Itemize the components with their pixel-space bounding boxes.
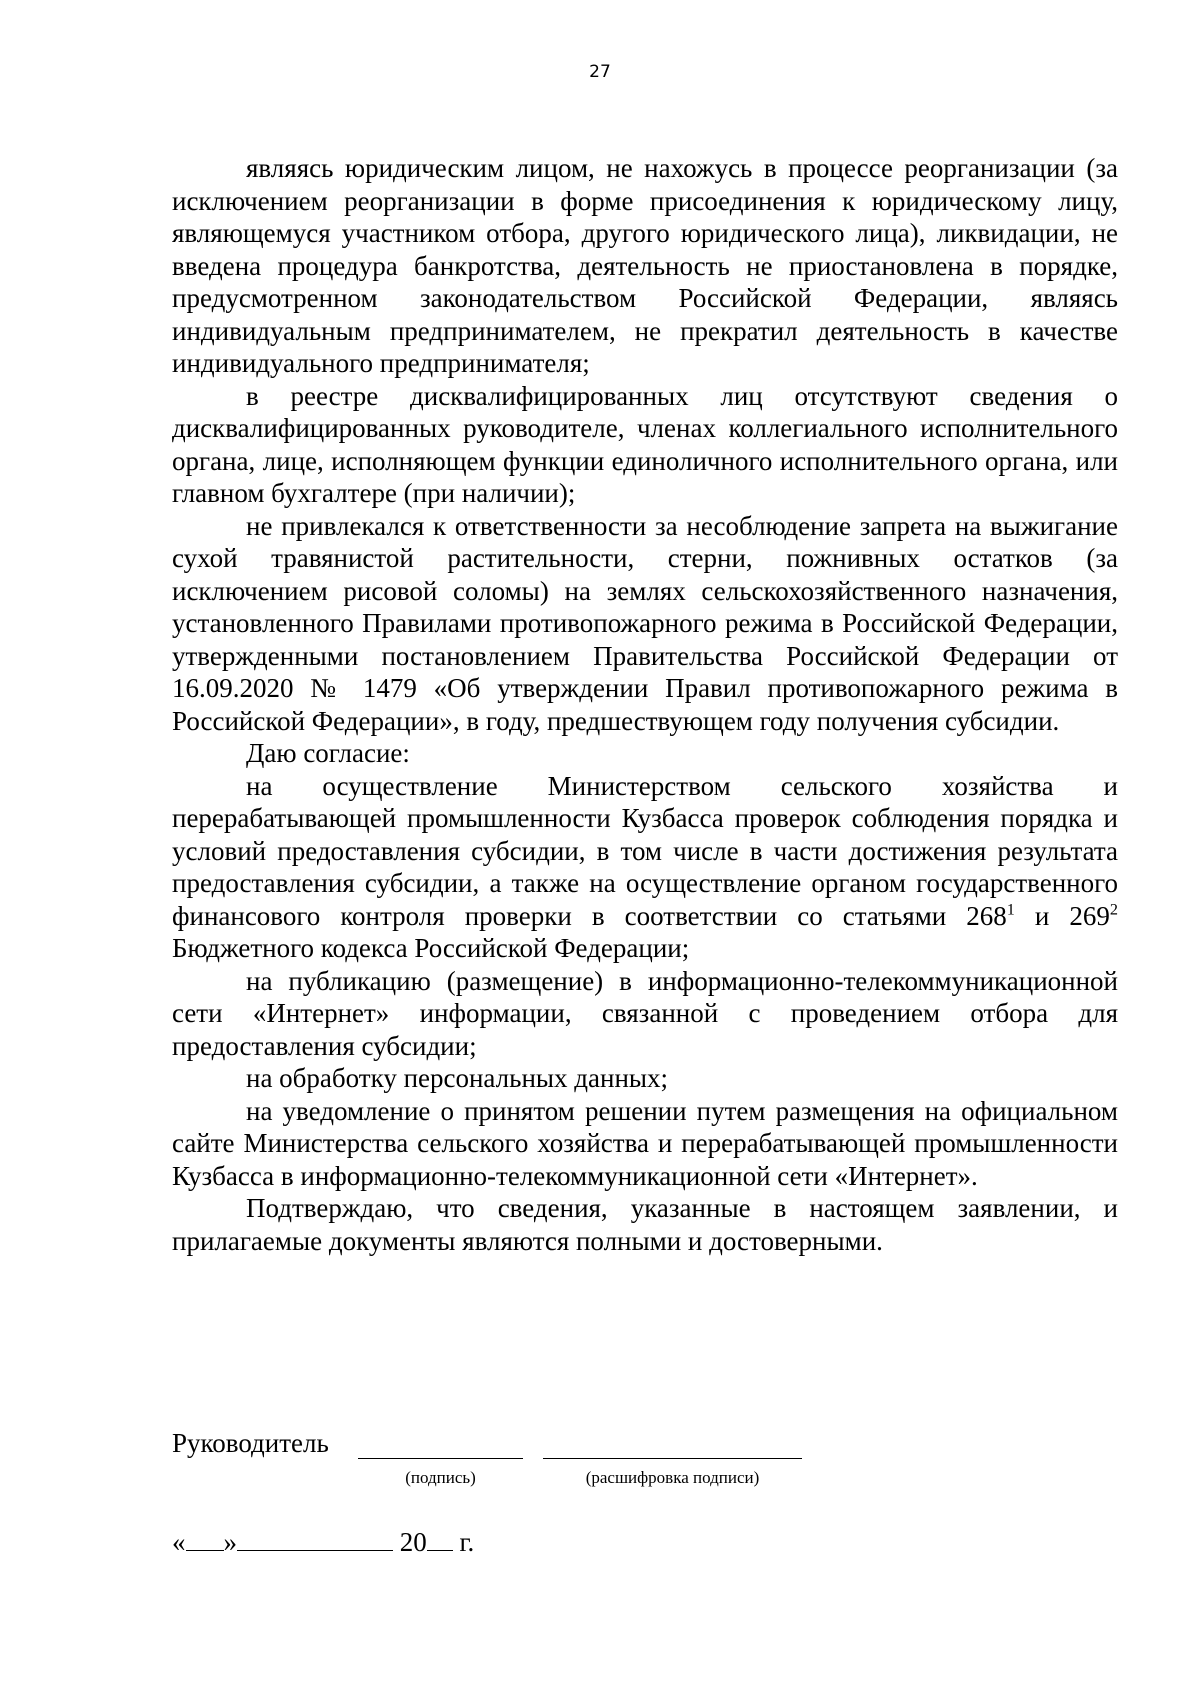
paragraph-legal-status: являясь юридическим лицом, не нахожусь в процессе реорганизации (за исключением реорганизации в форме присоединения к юридическому лицу, являющемуся участником отбора, другого юридического лица), ликвидации, не введена процедура банкротства, деятельность не приостановлена в порядке, предусмотренном законодательством Российской Федерации, являясь индивидуальным предпринимателем, не прекратил деятельность в качестве индивидуального предпринимателя; [172,153,1118,378]
paragraph-consent-heading: Даю согласие: [246,738,410,768]
year-blank [427,1528,453,1551]
signature-line [358,1458,523,1459]
day-blank [186,1528,224,1551]
paragraph-consent-publication: на публикацию (размещение) в информационно-телекоммуникационной сети «Интернет» информации, связанной с проведением отбора для предоставления субсидии; [172,965,1118,1061]
page-number: 27 [589,62,611,82]
paragraph-disqualified-registry: в реестре дисквалифицированных лиц отсутствуют сведения о дисквалифицированных руководителе, членах коллегиального исполнительного органа, лице, исполняющем функции единоличного исполнительного органа, или главном бухгалтере (при наличии); [172,380,1118,508]
date-close-quote: » [223,1527,237,1557]
paragraph-consent-personal-data: на обработку персональных данных; [246,1063,669,1093]
signature-decoding-line [543,1458,802,1459]
signature-block [172,1428,1072,1488]
consent-audit-text-end: Бюджетного кодекса Российской Федерации; [172,933,690,963]
signature-caption: (подпись) [405,1468,476,1487]
signature-decoding-caption: (расшифровка подписи) [585,1468,760,1487]
paragraph-consent-notification: на уведомление о принятом решении путем размещения на официальном сайте Министерства сельского хозяйства и перерабатывающей промышленности Кузбасса в информационно-телекоммуникационной сети «Интернет». [172,1095,1118,1191]
consent-audit-text: на осуществление Министерством сельского хозяйства и перерабатывающей промышленности Кузбасса проверок соблюдения порядка и условий предоставления субсидии, в том числе в части достижения результата предоставления субсидии, а также на осуществление органом государственного финансового контроля проверки в соответствии со статьями 268 [172,770,1118,931]
superscript-article-269: 2 [1109,899,1118,918]
paragraph-consent-audit [172,770,1118,965]
paragraph-confirmation: Подтверждаю, что сведения, указанные в настоящем заявлении, и прилагаемые документы являются полными и достоверными. [172,1193,1118,1256]
month-blank [237,1528,393,1551]
signature-label: Руководитель [172,1428,329,1458]
year-suffix: г. [452,1527,475,1557]
document-body [172,152,1118,1257]
superscript-article-268: 1 [1006,899,1015,918]
year-prefix: 20 [393,1527,427,1557]
date-open-quote: « [172,1527,186,1557]
paragraph-fire-safety: не привлекался к ответственности за несоблюдение запрета на выжигание сухой травянистой растительности, стерни, пожнивных остатков (за исключением рисовой соломы) на землях сельскохозяйственного назначения, установленного Правилами противопожарного режима в Российской Федерации, утвержденными постановлением Правительства Российской Федерации от 16.09.2020 № 1479 «Об утверждении Правил противопожарного режима в Российской Федерации», в году, предшествующем году получения субсидии. [172,510,1118,736]
date-line [172,1527,474,1558]
consent-audit-text-middle: и 269 [1014,900,1110,931]
